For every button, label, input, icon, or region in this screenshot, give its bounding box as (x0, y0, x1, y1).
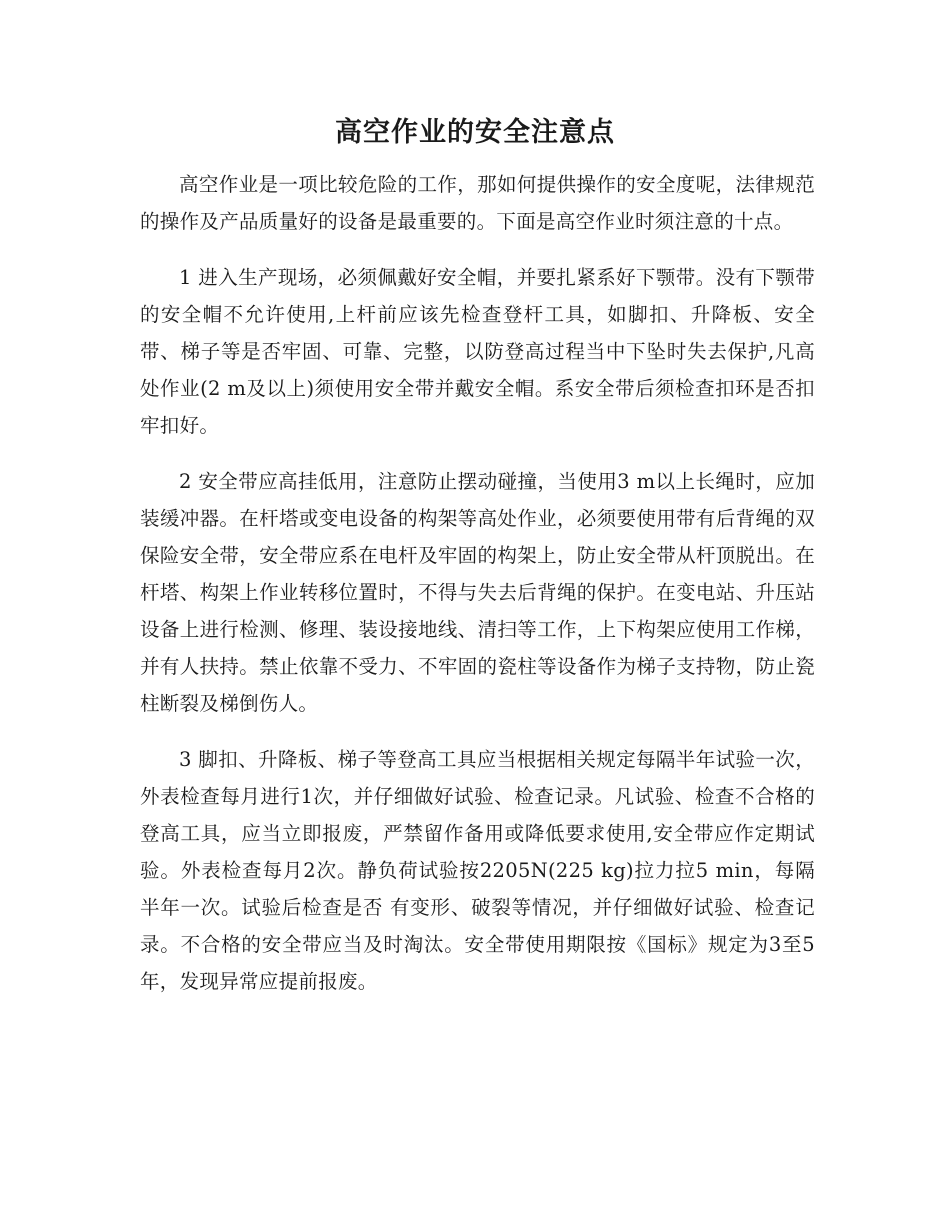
document-body (140, 166, 815, 1019)
point-2-paragraph: 2 安全带应高挂低用，注意防止摆动碰撞，当使用3 m以上长绳时，应加装缓冲器。在杆塔或变电设备的构架等高处作业，必须要使用带有后背绳的双保险安全带，安全带应系在电杆及牢固的构架上，防止安全带从杆顶脱出。在杆塔、构架上作业转移位置时，不得与失去后背绳的保护。在变电站、升压站设备上进行检测、修理、装设接地线、清扫等工作，上下构架应使用工作梯，并有人扶持。禁止依靠不受力、不牢固的瓷柱等设备作为梯子支持物，防止瓷柱断裂及梯倒伤人。 (140, 470, 815, 715)
point-1-paragraph: 1 进入生产现场，必须佩戴好安全帽，并要扎紧系好下颚带。没有下颚带的安全帽不允许使用,上杆前应该先检查登杆工具，如脚扣、升降板、安全带、梯子等是否牢固、可靠、完整，以防登高过程当中下坠时失去保护,凡高处作业(2 m及以上)须使用安全带并戴安全帽。系安全带后须检查扣环是否扣牢扣好。 (140, 266, 815, 437)
point-3-paragraph: 3 脚扣、升降板、梯子等登高工具应当根据相关规定每隔半年试验一次，外表检查每月进行1次，并仔细做好试验、检查记录。凡试验、检查不合格的登高工具，应当立即报废，严禁留作备用或降低要求使用,安全带应作定期试验。外表检查每月2次。静负荷试验按2205N(225 kg)拉力拉5 min，每隔半年一次。试验后检查是否 有变形、破裂等情况，并仔细做好试验、检查记录。不合格的安全带应当及时淘汰。安全带使用期限按《国标》规定为3至5年，发现异常应提前报废。 (140, 748, 815, 993)
document-title: 高空作业的安全注意点 (335, 117, 615, 148)
intro-paragraph: 高空作业是一项比较危险的工作，那如何提供操作的安全度呢，法律规范的操作及产品质量好的设备是最重要的。下面是高空作业时须注意的十点。 (140, 173, 815, 233)
